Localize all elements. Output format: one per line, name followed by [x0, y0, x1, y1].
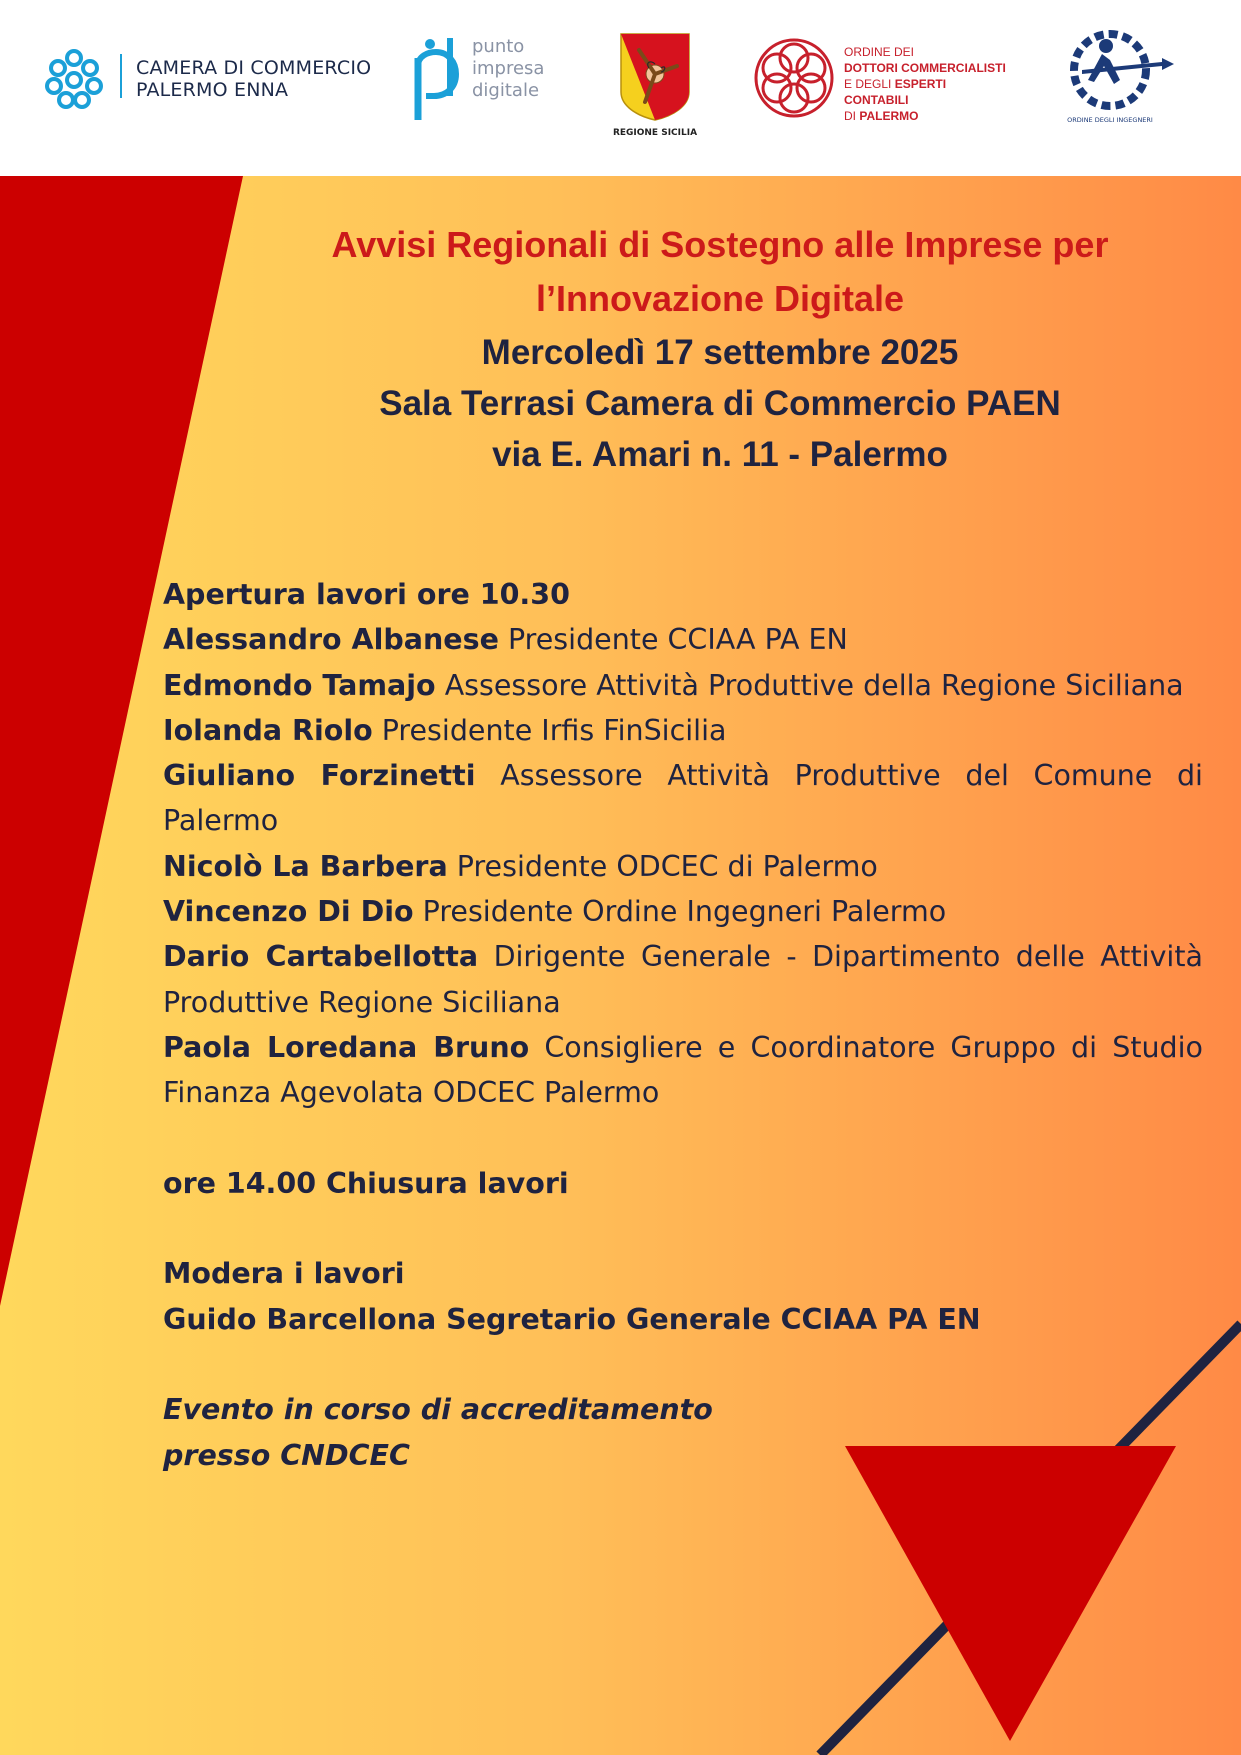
speaker-role: Dirigente Generale - Dipartimento delle Attività Produttive Regione Siciliana — [163, 940, 1203, 1019]
speaker-item — [163, 617, 1203, 662]
odcec-logo-text — [844, 44, 1012, 124]
camera-logo-line1: CAMERA DI COMMERCIO — [136, 57, 372, 79]
odcec-line4: DI PALERMO — [844, 109, 919, 123]
trinacria-shield-icon — [605, 32, 705, 122]
ingegneri-caption: ORDINE DEGLI INGEGNERI — [1067, 116, 1153, 124]
speaker-name: Edmondo Tamajo — [163, 668, 436, 702]
logo-separator — [120, 54, 122, 98]
odcec-palermo-logo — [752, 36, 1012, 122]
speaker-name: Alessandro Albanese — [163, 623, 499, 657]
gear-archer-icon — [1058, 24, 1182, 116]
speaker-item — [163, 844, 1203, 889]
odcec-rosette-icon — [752, 36, 836, 120]
camera-commercio-emblem-icon — [42, 46, 106, 110]
event-title-line1: Avvisi Regionali di Sostegno alle Imprese per — [331, 224, 1109, 265]
speaker-name: Iolanda Riolo — [163, 713, 373, 747]
speaker-role: Presidente Ordine Ingegneri Palermo — [422, 895, 947, 929]
speaker-role: Presidente ODCEC di Palermo — [456, 849, 878, 883]
pid-logo-text — [472, 36, 544, 102]
event-address: via E. Amari n. 11 - Palermo — [492, 435, 948, 474]
speaker-item — [163, 708, 1203, 753]
accreditation-line1: Evento in corso di accreditamento — [163, 1393, 713, 1427]
closing-time: ore 14.00 Chiusura lavori — [163, 1166, 569, 1200]
accreditation-line2: presso CNDCEC — [163, 1438, 410, 1472]
speaker-name: Vincenzo Di Dio — [163, 895, 414, 929]
opening-time: Apertura lavori ore 10.30 — [163, 578, 570, 611]
spacer — [163, 1116, 1203, 1161]
pid-line1: punto — [472, 36, 525, 57]
speaker-name: Paola Loredana Bruno — [163, 1030, 530, 1064]
flyer-content — [0, 176, 1241, 1755]
ordine-ingegneri-logo — [1058, 24, 1182, 134]
odcec-line1: ORDINE DEI — [844, 45, 915, 59]
event-venue: Sala Terrasi Camera di Commercio PAEN — [379, 384, 1061, 423]
speaker-item — [163, 1025, 1203, 1116]
regione-caption: REGIONE SICILIA — [612, 128, 698, 138]
speaker-role: Presidente CCIAA PA EN — [508, 623, 848, 657]
odcec-line3: E DEGLI ESPERTI CONTABILI — [844, 77, 947, 107]
event-date: Mercoledì 17 settembre 2025 — [481, 333, 959, 372]
spacer — [163, 1342, 1203, 1387]
pid-mark-icon — [412, 36, 468, 122]
speaker-role: Presidente Irfis FinSicilia — [381, 713, 727, 747]
punto-impresa-digitale-logo — [412, 36, 562, 122]
event-program — [163, 572, 1203, 1478]
speaker-name: Dario Cartabellotta — [163, 940, 479, 974]
spacer — [163, 1206, 1203, 1251]
camera-logo-line2: PALERMO ENNA — [136, 79, 289, 101]
speaker-name: Nicolò La Barbera — [163, 849, 448, 883]
moderator-label: Modera i lavori — [163, 1257, 405, 1291]
event-title-line2: l’Innovazione Digitale — [535, 278, 905, 319]
speaker-item — [163, 753, 1203, 844]
moderator-name: Guido Barcellona Segretario Generale CCIAA PA EN — [163, 1302, 981, 1336]
logo-header — [0, 0, 1241, 176]
camera-di-commercio-logo — [42, 44, 382, 114]
speaker-item — [163, 889, 1203, 934]
regione-sicilia-logo — [605, 32, 705, 142]
pid-line3: digitale — [472, 80, 540, 101]
speaker-item — [163, 934, 1203, 1025]
event-flyer — [0, 176, 1241, 1755]
pid-line2: impresa — [472, 58, 545, 79]
odcec-line2: DOTTORI COMMERCIALISTI — [844, 61, 1006, 75]
speaker-role: Consigliere e Coordinatore Gruppo di Studio Finanza Agevolata ODCEC Palermo — [163, 1030, 1203, 1110]
speaker-role: Assessore Attività Produttive del Comune di Palermo — [163, 759, 1203, 838]
speaker-role: Assessore Attività Produttive della Regione Siciliana — [444, 668, 1184, 702]
speaker-name: Giuliano Forzinetti — [163, 759, 476, 793]
speaker-item — [163, 663, 1203, 708]
